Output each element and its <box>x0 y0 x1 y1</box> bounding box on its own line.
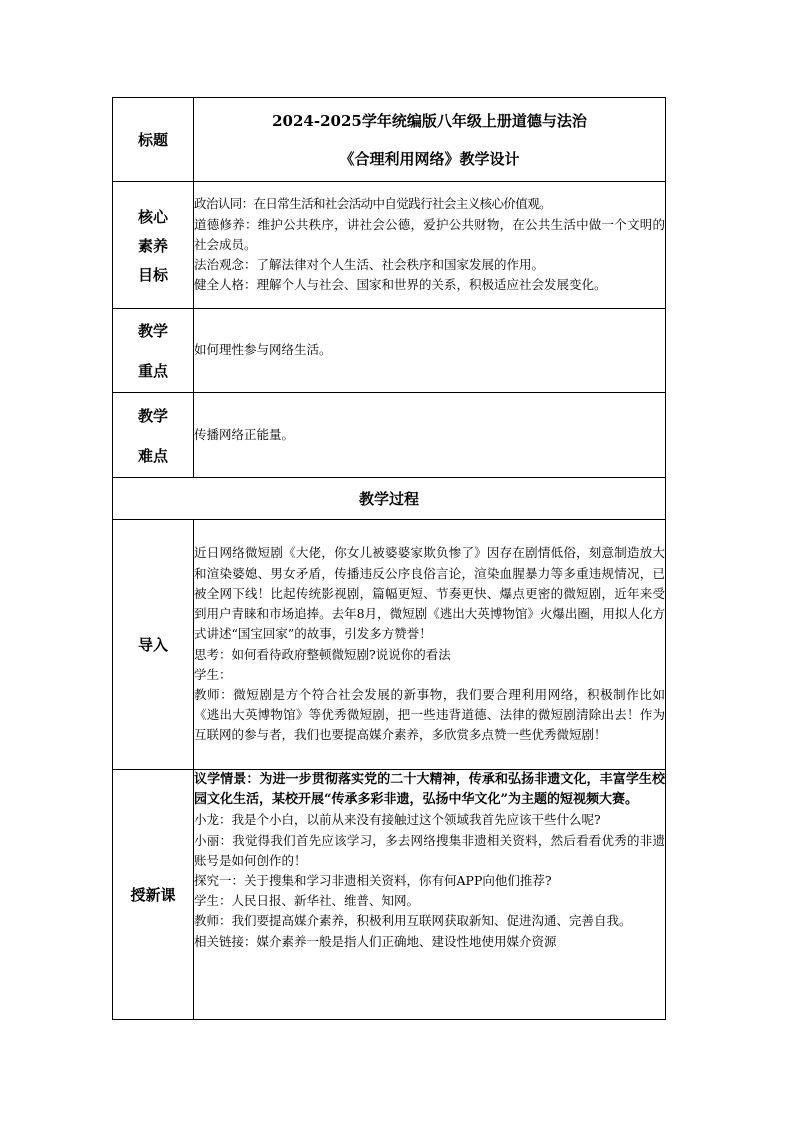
lesson-plan-table <box>112 97 666 1020</box>
new-lesson-paragraph: 小龙：我是个小白，以前从来没有接触过这个领域我首先应该干些什么呢? <box>194 812 601 828</box>
new-lesson-paragraph: 探究一：关于搜集和学习非遗相关资料，你有何APP向他们推荐? <box>194 873 552 889</box>
intro-paragraph: 教师：微短剧是方个符合社会发展的新事物，我们要合理利用网络，积极制作比如《逃出大英博物馆》等优秀微短剧，把一些违背道德、法律的微短剧清除出去！作为互联网的参与者，我们也要提高媒介素养，多欣赏多点赞一些优秀微短剧！ <box>194 686 665 743</box>
title-line: 2024-2025学年统编版八年级上册道德与法治 <box>272 112 587 130</box>
document-title <box>194 98 666 182</box>
core-label <box>113 182 194 309</box>
key-label-line: 重点 <box>137 362 168 380</box>
new-lesson-paragraph: 小丽：我觉得我们首先应该学习，多去网络搜集非遗相关资料，然后看看优秀的非遗账号是如何创作的！ <box>194 832 665 868</box>
intro-paragraph: 学生： <box>194 666 232 682</box>
core-paragraph: 法治观念：了解法律对个人生活、社会秩序和国家发展的作用。 <box>194 257 545 273</box>
new-lesson-paragraph: 相关链接：媒介素养一般是指人们正确地、建设性地使用媒介资源 <box>194 933 557 949</box>
core-paragraph: 健全人格：理解个人与社会、国家和世界的关系，积极适应社会发展变化。 <box>194 277 607 293</box>
core-paragraph: 政治认同：在日常生活和社会活动中自觉践行社会主义核心价值观。 <box>194 196 552 212</box>
new-lesson-paragraph: 教师：我们要提高媒介素养，积极利用互联网获取新知、促进沟通、完善自我。 <box>194 913 632 929</box>
difficulty-label-line: 教学 <box>137 406 168 425</box>
difficulty-label-line: 难点 <box>137 446 168 465</box>
key-row <box>113 309 666 393</box>
core-label-line: 素养 <box>137 236 168 255</box>
process-row <box>113 478 666 520</box>
intro-content <box>194 520 666 770</box>
core-row <box>113 182 666 309</box>
title-line: 《合理利用网络》教学设计 <box>339 150 520 168</box>
core-label-line: 目标 <box>137 265 168 284</box>
new-lesson-content <box>194 770 666 1020</box>
scenario-paragraph: 议学情景：为进一步贯彻落实党的二十大精神，传承和弘扬非遗文化，丰富学生校园文化生活，某校开展“传承多彩非遗，弘扬中华文化”为主题的短视频大赛。 <box>194 772 665 808</box>
new-lesson-row <box>113 770 666 1020</box>
intro-paragraph: 思考：如何看待政府整顿微短剧?说说你的看法 <box>194 646 451 662</box>
core-paragraph: 道德修养：维护公共秩序，讲社会公德，爱护公共财物，在公共生活中做一个文明的社会成员。 <box>194 216 665 252</box>
core-label-line: 核心 <box>137 207 168 226</box>
intro-paragraph: 近日网络微短剧《大佬，你女儿被婆婆家欺负惨了》因存在剧情低俗，刻意制造放大和渲染婆媳、男女矛盾，传播违反公序良俗言论，渲染血腥暴力等多重违规情况，已被全网下线！比起传统影视剧，篇幅更短、节奏更快、爆点更密的微短剧，近年来受到用户青睐和市场追捧。去年8月，微短剧《逃出大英博物馆》火爆出圈，用拟人化方式讲述“国宝回家”的故事，引发多方赞誉！ <box>194 545 665 642</box>
key-label-line: 教学 <box>137 322 168 340</box>
process-title: 教学过程 <box>113 478 666 520</box>
key-content: 如何理性参与网络生活。 <box>194 309 666 393</box>
intro-row <box>113 520 666 770</box>
key-label <box>113 309 194 393</box>
difficulty-label <box>113 393 194 478</box>
difficulty-content: 传播网络正能量。 <box>194 393 666 478</box>
title-label: 标题 <box>113 98 194 182</box>
title-row <box>113 98 666 182</box>
intro-label: 导入 <box>113 520 194 770</box>
core-content <box>194 182 666 309</box>
new-lesson-label: 授新课 <box>113 770 194 1020</box>
difficulty-row <box>113 393 666 478</box>
new-lesson-paragraph: 学生：人民日报、新华社、维普、知网。 <box>194 893 420 909</box>
